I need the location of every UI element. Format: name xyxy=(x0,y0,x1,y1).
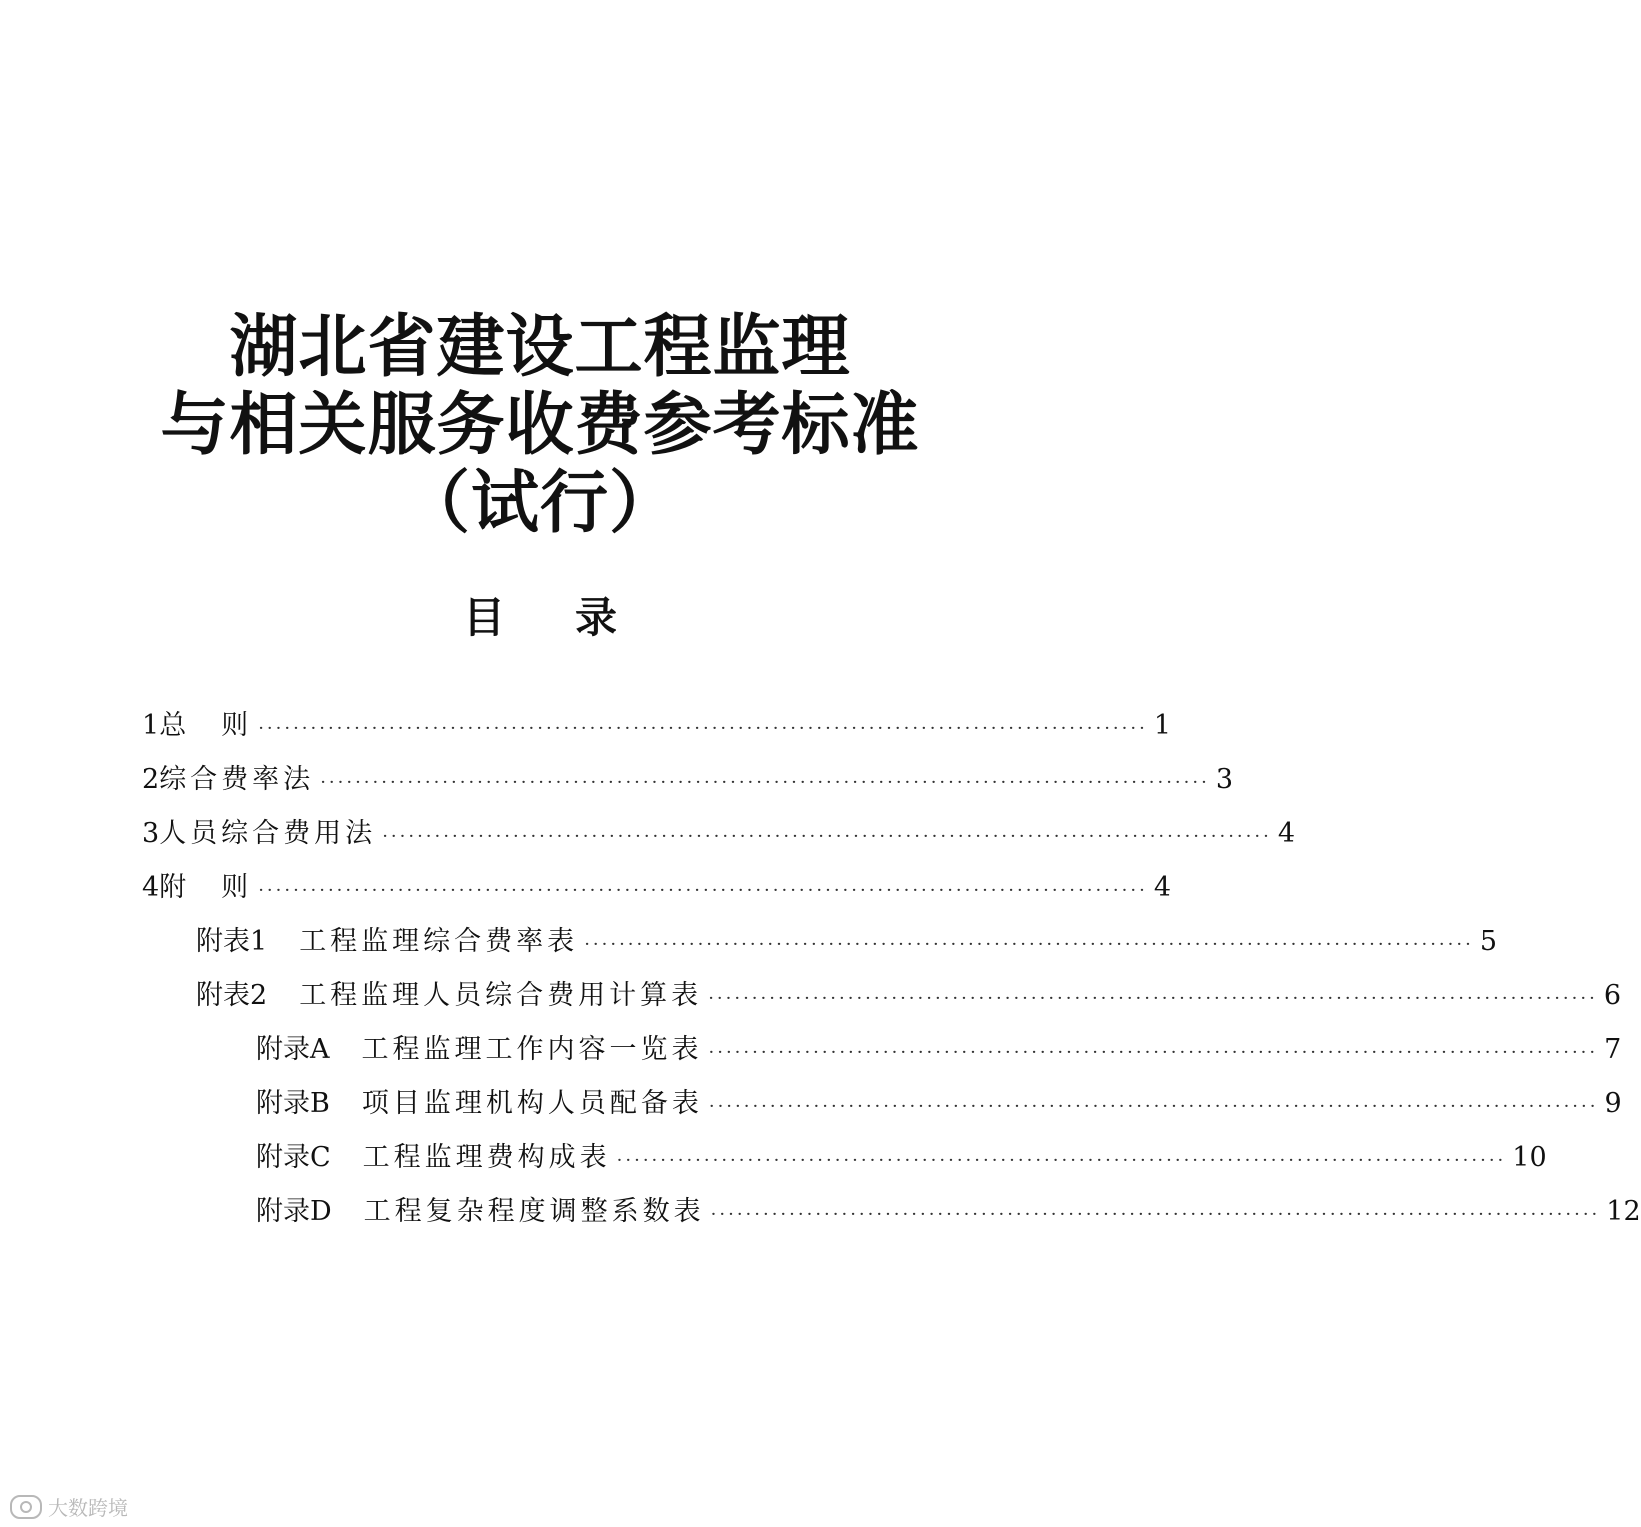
toc-item-page: 5 xyxy=(1479,926,1497,957)
toc-item-label: 工程复杂程度调整系数表 xyxy=(363,1196,705,1227)
toc-leader-dots: ······································································································ xyxy=(708,988,1598,1009)
toc-item-page: 6 xyxy=(1603,980,1621,1011)
toc-item-prefix: 附录A xyxy=(256,1034,330,1065)
toc-item-3[interactable] xyxy=(142,814,1295,854)
toc-leader-dots: ······································································································ xyxy=(258,718,1148,739)
toc-item-appendix-c[interactable] xyxy=(256,1138,1547,1178)
title-line-3: （试行） xyxy=(401,463,678,543)
toc-item-appendix-a[interactable] xyxy=(256,1030,1622,1070)
toc-leader-dots: ······································································································ xyxy=(710,1204,1601,1225)
toc-item-label: 项目监理机构人员配备表 xyxy=(361,1088,703,1119)
toc-item-label: 附 则 xyxy=(159,872,253,903)
toc-item-page: 3 xyxy=(1215,764,1233,795)
toc-leader-dots: ······································································································ xyxy=(708,1096,1599,1117)
watermark xyxy=(10,1492,128,1521)
toc-item-prefix: 附录B xyxy=(256,1088,330,1119)
toc-leader-dots: ······································································································ xyxy=(320,772,1210,793)
toc-item-2[interactable] xyxy=(142,760,1233,800)
toc-item-label: 工程监理人员综合费用计算表 xyxy=(299,980,703,1011)
toc-item-prefix: 附录D xyxy=(256,1196,332,1227)
toc-item-page: 12 xyxy=(1606,1196,1641,1227)
toc-leader-dots: ······································································································ xyxy=(584,934,1474,955)
toc-leader-dots: ······································································································ xyxy=(708,1042,1599,1063)
toc-item-page: 4 xyxy=(1277,818,1295,849)
toc-item-number: 3 xyxy=(142,818,160,849)
toc-leader-dots: ······································································································ xyxy=(616,1150,1507,1171)
toc-item-prefix: 附表2 xyxy=(196,980,268,1011)
toc-item-appendix-table-1[interactable] xyxy=(196,922,1497,962)
toc-item-number: 1 xyxy=(142,710,160,741)
toc-item-page: 9 xyxy=(1604,1088,1622,1119)
toc-leader-dots: ······································································································ xyxy=(258,880,1148,901)
toc-item-label: 人员综合费用法 xyxy=(159,818,377,849)
toc-item-number: 2 xyxy=(142,764,160,795)
toc-item-prefix: 附表1 xyxy=(196,926,268,957)
toc-item-appendix-d[interactable] xyxy=(256,1192,1641,1232)
toc-item-appendix-table-2[interactable] xyxy=(196,976,1621,1016)
toc-item-label: 工程监理综合费率表 xyxy=(299,926,579,957)
toc-item-appendix-b[interactable] xyxy=(256,1084,1622,1124)
toc-item-page: 7 xyxy=(1604,1034,1622,1065)
watermark-text: 大数跨境 xyxy=(48,1496,128,1520)
toc-item-page: 4 xyxy=(1153,872,1171,903)
toc-item-label: 工程监理费构成表 xyxy=(362,1142,611,1173)
toc-item-label: 总 则 xyxy=(159,710,253,741)
toc-item-4[interactable] xyxy=(142,868,1171,908)
brand-logo-icon xyxy=(10,1495,42,1519)
toc-item-label: 综合费率法 xyxy=(159,764,315,795)
title-line-1: 湖北省建设工程监理 xyxy=(229,307,851,387)
toc-item-1[interactable] xyxy=(142,706,1171,746)
toc-item-number: 4 xyxy=(142,872,160,903)
toc-item-page: 1 xyxy=(1153,710,1171,741)
title-line-2: 与相关服务收费参考标准 xyxy=(160,385,920,465)
toc-leader-dots: ······································································································ xyxy=(382,826,1272,847)
toc-heading: 目录 xyxy=(462,593,687,642)
toc-item-label: 工程监理工作内容一览表 xyxy=(361,1034,703,1065)
toc-item-page: 10 xyxy=(1512,1142,1547,1173)
toc-item-prefix: 附录C xyxy=(256,1142,331,1173)
